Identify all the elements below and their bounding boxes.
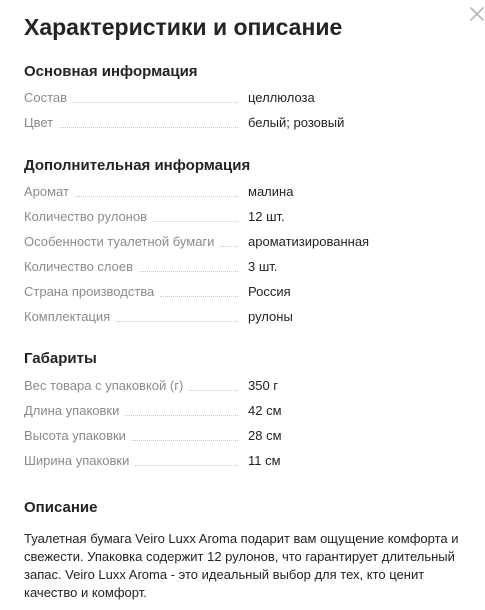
spec-value: Россия: [248, 284, 291, 299]
dotted-leader: [59, 127, 238, 128]
dotted-leader: [220, 246, 238, 247]
spec-key: Состав: [24, 90, 68, 105]
spec-value: 12 шт.: [248, 209, 285, 224]
spec-row: [24, 307, 472, 327]
spec-value: целлюлоза: [248, 90, 315, 105]
spec-key: Аромат: [24, 184, 69, 199]
spec-key: Комплектация: [24, 309, 111, 324]
spec-row: [24, 257, 472, 277]
spec-row: [24, 182, 472, 202]
spec-value: малина: [248, 184, 294, 199]
spec-row: [24, 451, 472, 471]
dotted-leader: [139, 271, 238, 272]
spec-key: Вес товара с упаковкой (г): [24, 378, 184, 393]
spec-row: [24, 232, 472, 252]
section-title-main: Основная информация: [24, 63, 198, 80]
spec-key: Цвет: [24, 115, 54, 130]
spec-key: Страна производства: [24, 284, 155, 299]
spec-value: 350 г: [248, 378, 279, 393]
close-icon: [469, 6, 485, 22]
dotted-leader: [73, 102, 238, 103]
spec-key: Количество слоев: [24, 259, 134, 274]
spec-row: [24, 376, 472, 396]
dotted-leader: [189, 390, 238, 391]
close-button[interactable]: [469, 6, 485, 22]
spec-value: 42 см: [248, 403, 282, 418]
spec-key: Особенности туалетной бумаги: [24, 234, 215, 249]
dotted-leader: [160, 296, 238, 297]
spec-key: Длина упаковки: [24, 403, 120, 418]
spec-value: 3 шт.: [248, 259, 278, 274]
section-title-extra: Дополнительная информация: [24, 157, 251, 174]
spec-value: ароматизированная: [248, 234, 370, 249]
spec-row: [24, 282, 472, 302]
dotted-leader: [125, 415, 238, 416]
page-title: Характеристики и описание: [24, 14, 343, 40]
section-title-dims: Габариты: [24, 350, 97, 367]
spec-key: Ширина упаковки: [24, 453, 130, 468]
spec-row: [24, 401, 472, 421]
dotted-leader: [75, 196, 238, 197]
spec-value: 28 см: [248, 428, 282, 443]
dotted-leader: [116, 321, 238, 322]
spec-value: 11 см: [248, 453, 281, 468]
section-title-description: Описание: [24, 499, 98, 516]
dotted-leader: [135, 465, 238, 466]
spec-row: [24, 207, 472, 227]
description-text: Туалетная бумага Veiro Luxx Aroma подарит вам ощущение комфорта и свежести. Упаковка содержит 12 рулонов, что гарантирует длительный запас. Veiro Luxx Aroma - это идеальный выбор для тех, кто ценит качество и комфорт.: [24, 531, 459, 600]
spec-key: Высота упаковки: [24, 428, 126, 443]
spec-value: белый; розовый: [248, 115, 345, 130]
spec-key: Количество рулонов: [24, 209, 147, 224]
spec-value: рулоны: [248, 309, 293, 324]
dotted-leader: [153, 221, 238, 222]
dotted-leader: [132, 440, 238, 441]
spec-row: [24, 426, 472, 446]
spec-row: [24, 88, 472, 108]
spec-row: [24, 113, 472, 133]
